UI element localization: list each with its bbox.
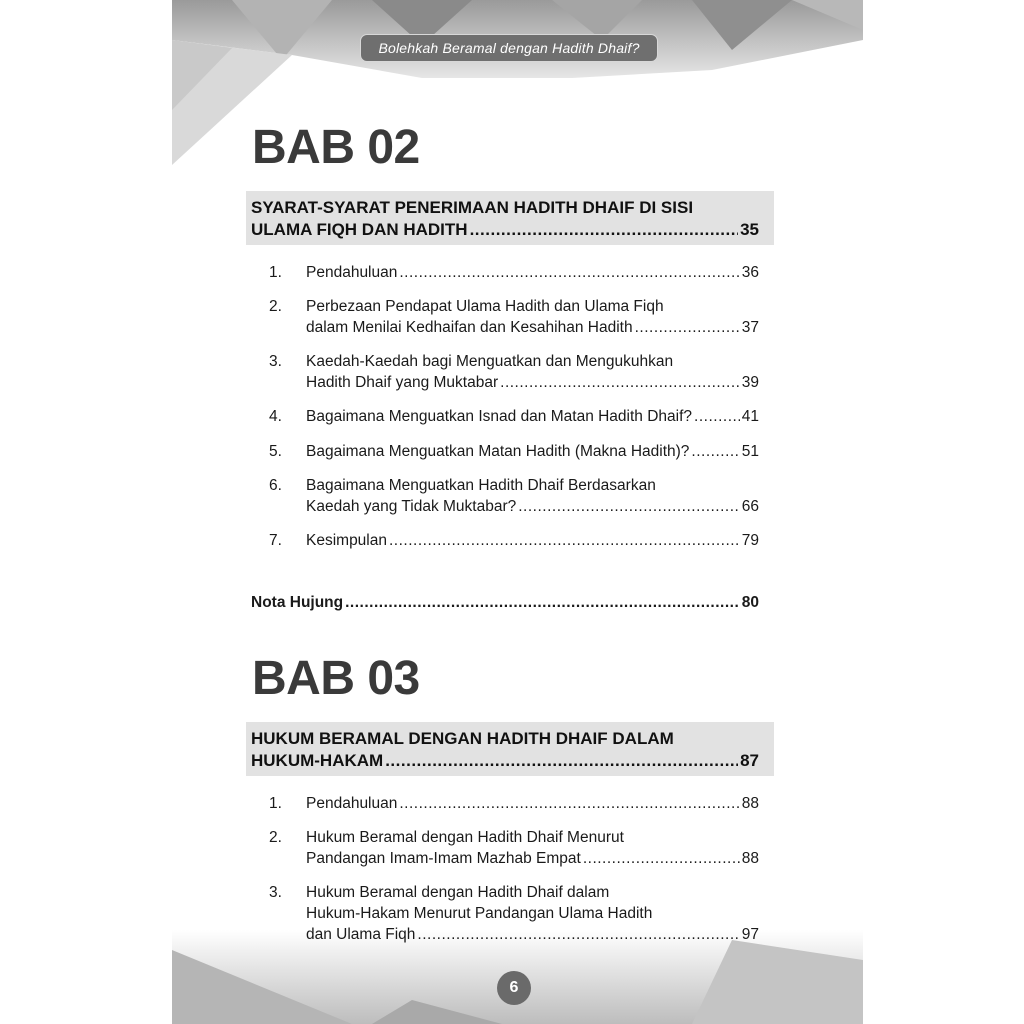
entry-text: Hukum Beramal dengan Hadith Dhaif Menurut	[306, 829, 624, 846]
chapter-page-number: 35	[740, 220, 759, 239]
chapter-title-line1-bab02	[251, 198, 759, 218]
entry-text: Kaedah-Kaedah bagi Menguatkan dan Mengukuhkan	[306, 353, 674, 370]
entry-text: Pendahuluan	[306, 264, 398, 281]
running-header: Bolehkah Beramal dengan Hadith Dhaif?	[360, 34, 658, 62]
chapter-title-line2-bab03	[251, 751, 759, 771]
bab-02-heading: BAB 02	[252, 121, 420, 174]
chapter-title-text: HUKUM BERAMAL DENGAN HADITH DHAIF DALAM	[251, 729, 674, 748]
entry-number: 1.	[269, 264, 282, 281]
toc-entry[interactable]	[269, 408, 759, 430]
leader-dots	[691, 443, 739, 461]
toc-entry[interactable]	[269, 353, 759, 397]
entry-number: 1.	[269, 795, 282, 812]
entry-text: Kesimpulan	[306, 532, 387, 549]
entry-text: Perbezaan Pendapat Ulama Hadith dan Ulama Fiqh	[306, 298, 664, 315]
leader-dots	[345, 594, 740, 612]
entry-text: dalam Menilai Kedhaifan dan Kesahihan Hadith	[306, 319, 633, 336]
entry-page-number: 37	[741, 319, 759, 336]
leader-dots	[500, 374, 740, 392]
chapter-title-text: SYARAT-SYARAT PENERIMAAN HADITH DHAIF DI SISI	[251, 198, 694, 217]
entry-page-number: 80	[741, 594, 759, 611]
entry-page-number: 88	[741, 850, 759, 867]
entry-page-number: 51	[741, 443, 759, 460]
leader-dots	[389, 532, 740, 550]
toc-entry[interactable]	[269, 477, 759, 521]
leader-dots	[635, 319, 740, 337]
entry-number: 2.	[269, 829, 282, 846]
toc-entry-nota-hujung[interactable]	[251, 594, 759, 612]
entry-number: 4.	[269, 408, 282, 425]
entry-page-number: 66	[741, 498, 759, 515]
chapter-title-text: HUKUM-HAKAM	[251, 751, 384, 770]
leader-dots	[399, 264, 739, 282]
toc-entry[interactable]	[269, 532, 759, 554]
toc-entry[interactable]	[269, 829, 759, 873]
leader-dots	[399, 795, 739, 813]
entry-number: 7.	[269, 532, 282, 549]
entry-text: Bagaimana Menguatkan Isnad dan Matan Hadith Dhaif?	[306, 408, 693, 425]
entry-text: Bagaimana Menguatkan Matan Hadith (Makna Hadith)?	[306, 443, 690, 460]
toc-entry[interactable]	[269, 264, 759, 286]
chapter-title-text: ULAMA FIQH DAN HADITH	[251, 220, 468, 239]
entry-text: Bagaimana Menguatkan Hadith Dhaif Berdasarkan	[306, 477, 656, 494]
entry-page-number: 79	[741, 532, 759, 549]
entry-text: Hukum-Hakam Menurut Pandangan Ulama Hadith	[306, 905, 653, 922]
entry-number: 3.	[269, 884, 282, 901]
book-page	[172, 0, 863, 1024]
leader-dots	[470, 220, 739, 240]
entry-text: Pendahuluan	[306, 795, 398, 812]
entry-number: 2.	[269, 298, 282, 315]
leader-dots	[694, 408, 740, 426]
entry-text: dan Ulama Fiqh	[306, 926, 416, 943]
chapter-title-line1-bab03	[251, 729, 759, 749]
leader-dots	[518, 498, 740, 516]
page-number-badge: 6	[497, 971, 531, 1005]
toc-entry[interactable]	[269, 795, 759, 817]
entry-number: 3.	[269, 353, 282, 370]
leader-dots	[417, 926, 739, 944]
entry-text: Nota Hujung	[251, 594, 344, 611]
entry-text: Hukum Beramal dengan Hadith Dhaif dalam	[306, 884, 610, 901]
entry-page-number: 41	[741, 408, 759, 425]
toc-entry[interactable]	[269, 443, 759, 465]
entry-text: Kaedah yang Tidak Muktabar?	[306, 498, 517, 515]
leader-dots	[583, 850, 740, 868]
entry-page-number: 97	[741, 926, 759, 943]
entry-page-number: 36	[741, 264, 759, 281]
entry-page-number: 39	[741, 374, 759, 391]
entry-page-number: 88	[741, 795, 759, 812]
leader-dots	[385, 751, 738, 771]
chapter-title-line2-bab02	[251, 220, 759, 240]
chapter-page-number: 87	[740, 751, 759, 770]
toc-entry[interactable]	[269, 298, 759, 342]
entry-text: Hadith Dhaif yang Muktabar	[306, 374, 499, 391]
toc-entry[interactable]	[269, 884, 759, 950]
entry-number: 6.	[269, 477, 282, 494]
entry-text: Pandangan Imam-Imam Mazhab Empat	[306, 850, 581, 867]
entry-number: 5.	[269, 443, 282, 460]
bab-03-heading: BAB 03	[252, 652, 420, 705]
